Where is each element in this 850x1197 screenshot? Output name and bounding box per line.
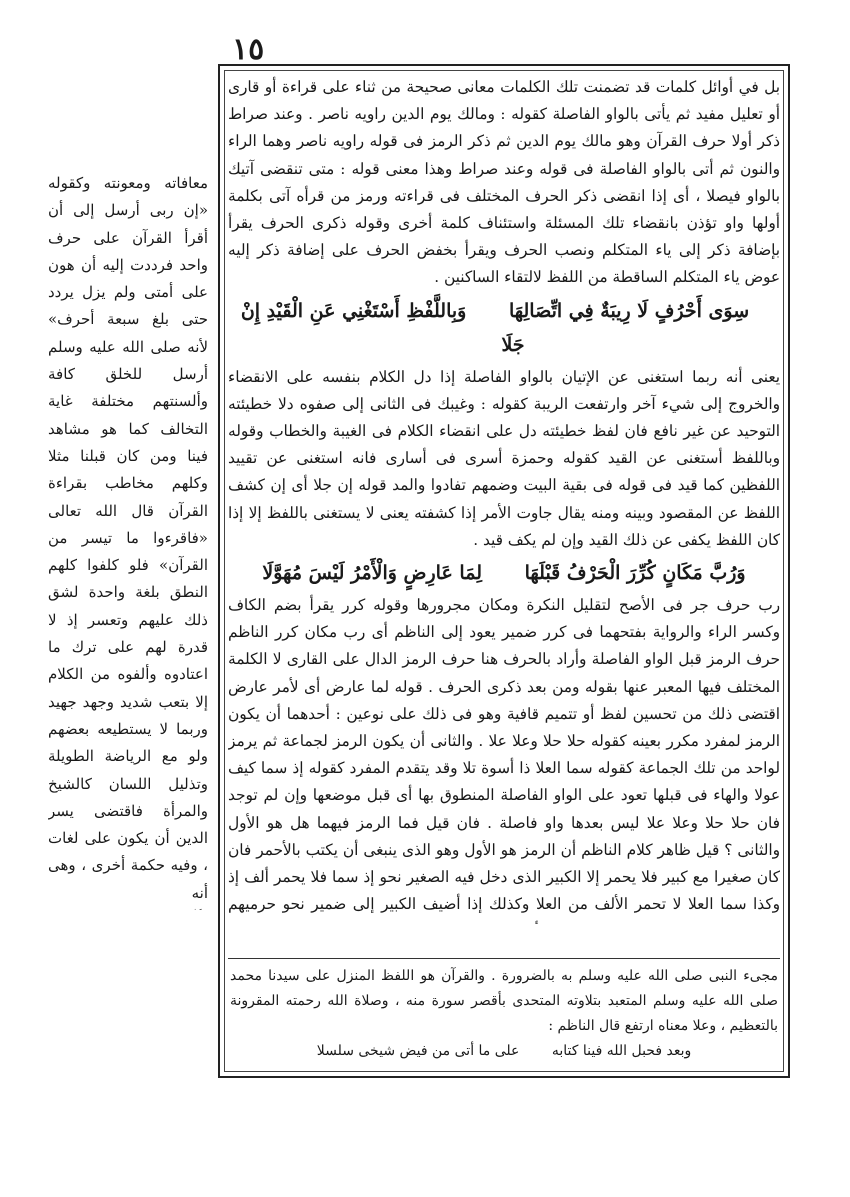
verse-1-first-hemistich: سِوَى أَحْرُفٍ لَا رِيبَةٌ فِي اتِّصَالِهَا — [508, 299, 750, 322]
footnote-paragraph: مجىء النبى صلى الله عليه وسلم به بالضرورة . والقرآن هو اللفظ المنزل على سيدنا محمد صلى الله عليه وسلم المتعبد بتلاوته المتحدى بأقصر سورة منه ، وصلاة الله رحمته المقرونة بالتعظيم ، وعلا معناه ارتفع قال الناظم : — [230, 968, 778, 1034]
margin-gloss-end — [48, 907, 208, 910]
page-number: ١٥ — [232, 32, 265, 67]
footnote-separator — [228, 958, 780, 959]
margin-gloss — [48, 170, 208, 910]
poem-verse-2 — [228, 556, 780, 590]
footnote-verse — [230, 1039, 778, 1064]
footnote-verse-first-hemistich: وبعد فحبل الله فينا كتابه — [551, 1043, 692, 1059]
main-paragraph-3: رب حرف جر فى الأصح لتقليل النكرة ومكان مجرورها وقوله كرر يقرأ بضم الكاف وكسر الراء والرواية بفتحهما فى كرر ضمير يعود إلى الناظم أى رب مكان كرر الناظم حرف الرمز قبل الواو الفاصلة وأراد بالحرف هنا حرف الرمز الدال على القارى لا الكلمة المختلف فيها المعبر عنها بقوله ومن بعد ذكرى الحرف . قوله لما عارض أى لأمر عارض اقتضى ذلك من تحسين لفظ أو تتميم قافية وهو فى ذلك على نوعين : أحدهما أن يكون الرمز لمفرد مكرر بعينه كقوله حلا حلا وعلا علا . والثانى أن يكون الرمز لجماعة ثم يرمز لواحد من تلك الجماعة كقوله سما العلا ذا أسوة تلا وقد يتقدم المفرد كقوله إذ سما كيف عولا والهاء فى قبلها تعود على الواو الفاصلة المنطوق بها أى قبل موضعها وإن لم توجد فان حلا حلا وعلا علا ليس بعدها واو فاصلة . فان قيل فما الرمز فيهما هل هو الأول والثانى ؟ قيل ظاهر كلام الناظم أن الرمز هو الأول وهو الذى ينبغى أن يكتب بالأحمر فان كان صغيرا مع كبير فلا يحمر إلا الكبير الذى دخل فيه الصغير نحو إذ سما فلا يحمر ألف إذ وكذا سما العلا لا تحمر الألف من العلا وكذلك إذا أضيف الكبير إلى ضمير نحو حرميهم — [228, 596, 780, 914]
main-commentary — [228, 74, 780, 924]
margin-gloss-text: معافاته ومعونته وكقوله «إن ربى أرسل إلى أن أقرأ القرآن على حرف واحد فرددت إليه أن هون على أمتى ولم يزل يردد حتى بلغ سبعة أحرف» لأنه صلى الله عليه وسلم أرسل للخلق كافة وألسنتهم مختلفة غاية التخالف كما هو مشاهد فينا ومن كان قبلنا مثلا وكلهم مخاطب بقراءة القرآن قال الله تعالى «فاقرءوا ما تيسر من القرآن» فلو كلفوا كلهم النطق بلغة واحدة لشق ذلك عليهم وتعسر إذ لا قدرة لهم على ترك ما اعتادوه وألفوه من الكلام إلا بتعب شديد وجهد جهيد وربما لا يستطيعه بعضهم ولو مع الرياضة الطويلة وتذليل اللسان كالشيخ والمرأة فاقتضى يسر الدين أن يكون على لغات ، وفيه حكمة أخرى ، وهى أنه — [48, 174, 208, 902]
verse-1-second-hemistich: وَبِاللَّفْظِ أَسْتَغْنِي عَنِ الْقَيْدِ إِنْ جَلَا — [240, 299, 525, 356]
footnote-verse-second-hemistich: على ما أتى من فيض شيخى سلسلا — [316, 1043, 520, 1059]
verse-2-first-hemistich: وَرُبَّ مَكَانٍ كُرِّرَ الْحَرْفُ قَبْلَهَا — [524, 562, 746, 585]
verse-2-second-hemistich: لِمَا عَارِضٍ وَالْأَمْرُ لَيْسَ مُهَوَّلَا — [262, 562, 482, 585]
main-paragraph-2: يعنى أنه ربما استغنى عن الإتيان بالواو الفاصلة إذا دل الكلام بنفسه على الانقضاء والخروج إلى شيء آخر وارتفعت الريبة كقوله : وغيبك فى الثانى إلى صفوه دلا خطيئته التوحيد عن غير نافع فان لفظ خطيئته دل على انقضاء الكلام فى الغيبة والخطاب وقوله وباللفظ أستغنى عن القيد كقوله وحمزة أسرى فى أسارى فانه استغنى عن تقييد اللفظين كما قيد فى قوله فى بقية البيت وضمهم تفادوا والمد قوله إن جلا أى إن كشف اللفظ عن المقصود وبينه ومنه يقال جاوت الأمر إذا كشفته يعنى لا يستغنى باللفظ إلا إذا كان اللفظ يكفى عن ذلك القيد وإن لم يكف قيد . — [228, 367, 780, 549]
main-paragraph-1: بل في أوائل كلمات قد تضمنت تلك الكلمات معانى صحيحة من ثناء على قراءة أو قارى أو تعليل مفيد ثم يأتى بالواو الفاصلة كقوله : ومالك يوم الدين راويه ناصر . وعند صراط ذكر أولا حرف القرآن وهو مالك يوم الدين ثم ذكر الرمز فى قوله راويه ناصر وهما الراء والنون ثم أتى بالواو الفاصلة فى قوله وعند صراط وهذا معنى قوله : متى تنقضى آتيك بالواو فيصلا ، أى إذا انقضى ذكر الحرف المختلف فى قراءته ورمز من قرأه آتى بكلمة أولها واو تؤذن بانقضاء تلك المسئلة واستئناف كلمة أخرى وقوله ذكرى الحرف يقرأ بإضافة ذكر إلى ياء المتكلم ونصب الحرف ويقرأ بخفض الحرف على إضافة ذكر إليه عوض ياء المتكلم الساقطة من اللفظ لالتقاء الساكنين . — [228, 78, 780, 287]
footnote — [230, 964, 778, 1068]
poem-verse-1 — [228, 294, 780, 362]
